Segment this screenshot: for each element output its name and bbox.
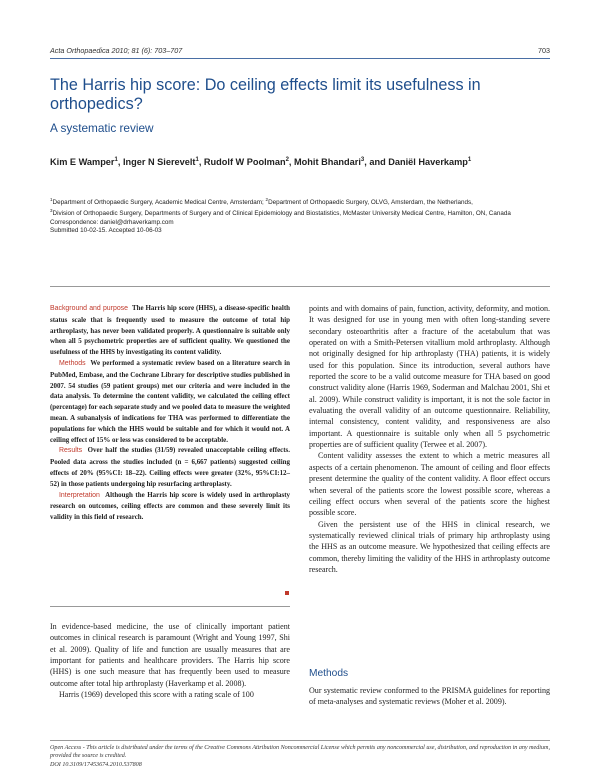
submission-dates: Submitted 10-02-15. Accepted 10-06-03 <box>50 226 162 234</box>
author-affiliation-mark: 2 <box>285 157 289 163</box>
author-affiliation-mark: 1 <box>195 157 199 163</box>
abstract <box>50 303 290 523</box>
body-paragraph: Given the persistent use of the HHS in clinical research, we systematically reviewed clinical trials of primary hip arthroplasty using the HHS as an outcome measure. We hypothesized that ceiling effects are common, thereby limiting the validity of the HHS in arthroplasty outcome research. <box>309 519 550 574</box>
affiliation-line <box>50 196 550 207</box>
affiliation-mark: 2 <box>265 197 269 202</box>
section-divider <box>50 606 290 607</box>
introduction-left-column <box>50 621 290 700</box>
affiliation-2: Department of Orthopaedic Surgery, OLVG, Amsterdam, the Netherlands, <box>268 199 473 207</box>
abstract-methods <box>50 358 290 445</box>
abstract-heading: Background and purpose <box>50 305 129 312</box>
abstract-heading: Methods <box>59 359 86 367</box>
correspondence: Correspondence: daniel@drhaverkamp.com <box>50 218 174 226</box>
affiliation-mark: 1 <box>50 197 53 202</box>
affiliation-1: Department of Orthopaedic Surgery, Academic Medical Centre, Amsterdam; <box>52 199 266 207</box>
affiliation-mark: 3 <box>50 208 53 214</box>
page-number: 703 <box>538 46 550 55</box>
author-list: Kim E Wamper$^1$, Inger N Sierevelt$^1$, Rudolf W Poolman$^2$, Mohit Bhandari$^3$, and Daniël Haverkamp$^1$ <box>50 157 472 168</box>
article-subtitle: A systematic review <box>50 121 154 135</box>
affiliation-line <box>50 207 550 218</box>
body-paragraph: Our systematic review conformed to the PRISMA guidelines for reporting of meta-analyses and systematic reviews (Moher et al. 2009). <box>309 686 550 707</box>
body-paragraph: points and with domains of pain, function, activity, deformity, and motion. It was designed for use in young men with often long-standing severe secondary osteoarthritis after a fracture of the acetabulum that was operated on with a Smith-Petersen vitallium mold arthroplasty. Although not originally designed for hip arthroplasty (THA) patients, it is widely used for this population. Since its introduction, several authors have reported the score to be a valid outcome measure for THA based on good construct validity alone (Harris 1969, Soderman and Malchau 2001, Shi et al. 2009). While construct validity is important, it is not the sole factor in evaluating the overall validity of an outcome questionnaire. Reliability, internal consistency, content validity, and responsiveness are also important. A questionnaire is suitable only when all 5 psychometric properties are of sufficient quality (Terwee et al. 2007). <box>309 304 550 450</box>
author-affiliation-mark: 1 <box>467 157 472 163</box>
abstract-heading: Interpretation <box>59 491 100 499</box>
author-name: Daniël Haverkamp <box>388 157 468 168</box>
body-paragraph: In evidence-based medicine, the use of clinically important patient outcomes in clinical research is paramount (Wright and Young 1997, Shi et al. 2009). Quality of life and function are usually measures that are important for patients and healthcare providers. The Harris hip score (HHS) is one such measure that has frequently been used to measure outcome after total hip arthroplasty (Haverkamp et al. 2008). <box>50 622 290 688</box>
affiliations <box>50 196 550 235</box>
abstract-results <box>50 445 290 489</box>
license-footer <box>50 744 550 769</box>
journal-reference: Acta Orthopaedica 2010; 81 (6): 703–707 <box>50 46 183 55</box>
author-affiliation-mark: 1 <box>114 157 118 163</box>
abstract-text: The Harris hip score (HHS), a disease-specific health status scale that is frequently used to measure the outcome of total hip arthroplasty, has never been validated properly. A questionnaire is suitable only when all 5 psychometric properties are of sufficient quality. We questioned the usefulness of the HHS by investigating its content validity. <box>50 304 290 357</box>
body-paragraph: Harris (1969) developed this score with a rating scale of 100 <box>59 690 254 700</box>
body-paragraph: Content validity assesses the extent to which a metric measures all aspects of a certain phenomenon. The amount of ceiling and floor effects present determine the quality of the content validity. A floor effect occurs when several of the patients score the lowest possible score, whereas a ceiling effect occurs when several of the patients score the highest possible score. <box>309 451 550 518</box>
author-name: Inger N Sierevelt <box>122 157 196 168</box>
author-name: Rudolf W Poolman <box>203 157 286 168</box>
license-text: Open Access - This article is distributed under the terms of the Creative Commons Attribution Noncommercial License which permits any noncommercial use, distribution, and reproduction in any medium, provided the source is credited. <box>50 745 550 760</box>
doi: DOI 10.3109/17453674.2010.537808 <box>50 761 142 768</box>
abstract-interpretation <box>50 490 290 523</box>
author-affiliation-mark: 3 <box>360 157 365 163</box>
affiliation-3: Division of Orthopaedic Surgery, Departments of Surgery and of Clinical Epidemiology and Biostatistics, McMaster University Medical Centre, Hamilton, ON, Canada <box>52 210 511 218</box>
abstract-heading: Results <box>59 447 83 455</box>
journal-header <box>50 46 550 62</box>
end-of-abstract-mark <box>285 591 289 595</box>
article-title: The Harris hip score: Do ceiling effects limit its usefulness in orthopedics? <box>50 76 481 113</box>
methods-heading: Methods <box>309 668 349 679</box>
section-divider <box>50 286 550 287</box>
author-name: Mohit Bhandari <box>294 157 361 168</box>
abstract-text: We performed a systematic review based on a literature search in PubMed, Embase, and the Cochrane Library for descriptive studies published in 2007. 54 studies (59 patient groups) met our criteria and were included in the data analysis. To determine the content validity, we calculated the ceiling effect (percentage) for each separate study and we pooled data to measure the weighted mean. A subanalysis of indications for THA was performed to differentiate the populations for which the HHS would be suitable and for which it would not. A ceiling effect of 15% or less was considered to be acceptable. <box>50 358 290 444</box>
abstract-background <box>50 303 290 358</box>
footer-rule <box>50 740 550 741</box>
abstract-text: Over half the studies (31/59) revealed unacceptable ceiling effects. Pooled data across the studies included (n = 6,667 patients) suggested ceiling effects of 20% (95%CI: 18–22). Ceiling effects were greater (32%, 95%CI:12–52) in those patients undergoing hip resurfacing arthroplasty. <box>50 446 290 488</box>
introduction-right-column <box>309 303 550 575</box>
header-rule <box>50 58 550 59</box>
methods-section <box>309 685 550 708</box>
author-name: Kim E Wamper <box>50 157 115 168</box>
abstract-text: Although the Harris hip score is widely used in arthroplasty research on outcomes, ceiling effects are common and these severely limit its validity in this field of research. <box>50 490 291 522</box>
